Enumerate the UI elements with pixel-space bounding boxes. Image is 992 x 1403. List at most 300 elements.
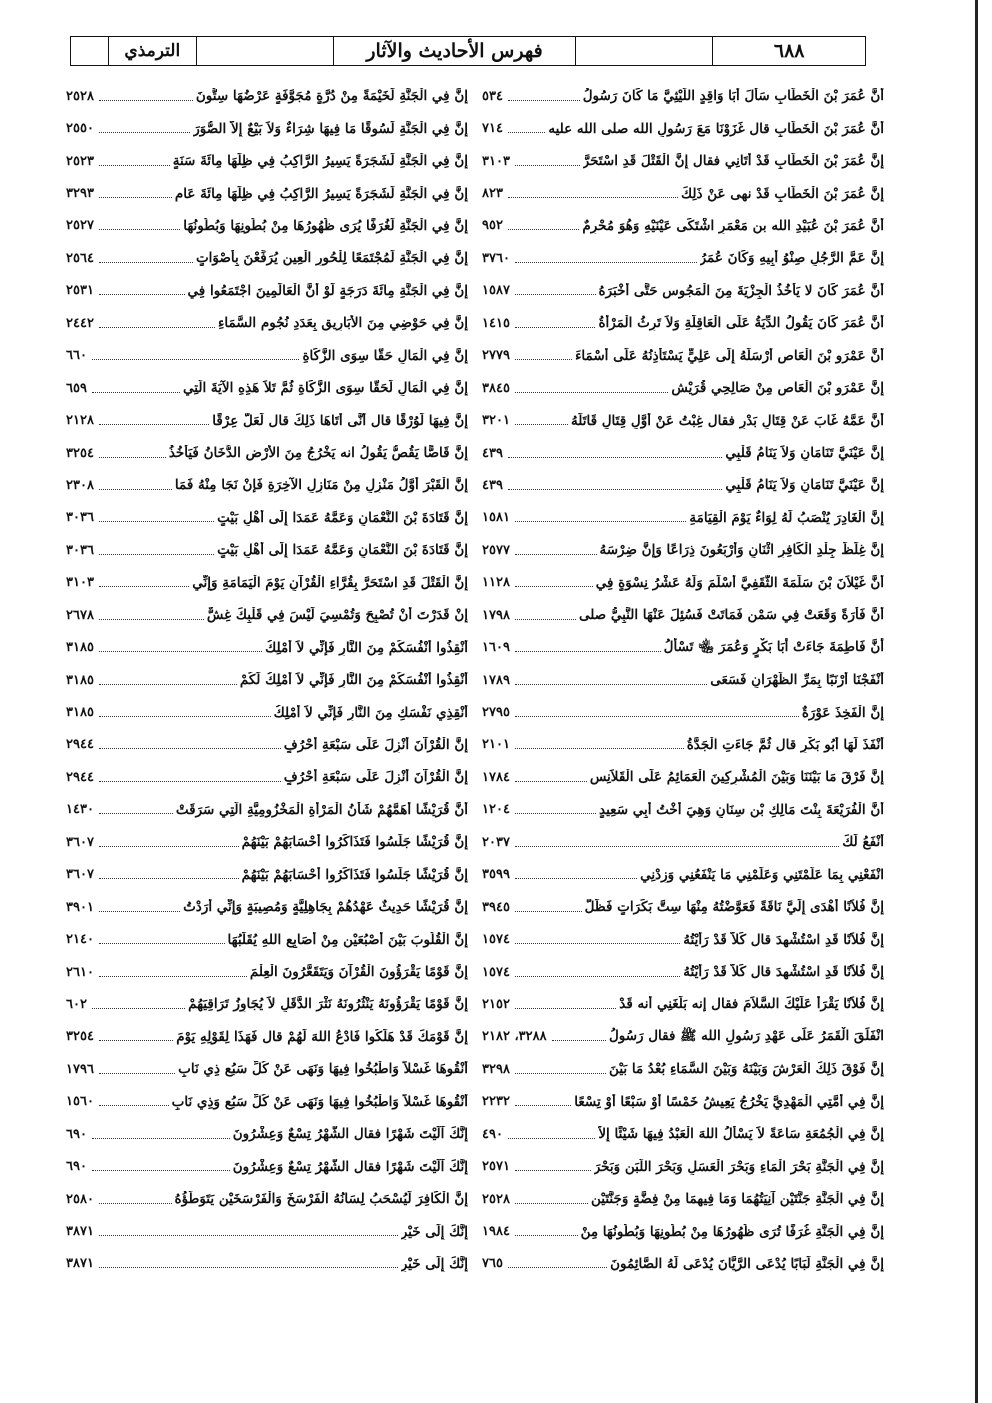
leader-dots (515, 1008, 616, 1009)
index-entry (66, 1053, 468, 1085)
hadith-text: إِنَّ عَمَّ الرَّجُلِ صِنْوُ أَبِيهِ وَكَانَ عُمَرُ (699, 250, 884, 267)
leader-dots (515, 521, 686, 522)
leader-dots (99, 521, 214, 522)
hadith-text: إِنَّ الْغَادِرَ يُنْصَبُ لَهُ لِوَاءٌ يَوْمَ الْقِيَامَةِ (689, 509, 884, 526)
leader-dots (99, 619, 204, 620)
hadith-text: إِنَّ فِيهَا لَوُرْقًا قال أَنَّى أَتَاهَا ذَلِكَ قال لَعَلَّ عِرْقًا (212, 412, 468, 429)
index-entry (482, 469, 884, 501)
hadith-number: ١١٢٨ (482, 575, 510, 591)
index-entry (482, 567, 884, 599)
leader-dots (92, 359, 300, 360)
index-entry (482, 631, 884, 663)
leader-dots (99, 846, 239, 847)
leader-dots (99, 911, 180, 912)
leader-dots (92, 1138, 230, 1139)
index-entry (482, 1248, 884, 1280)
index-entry (482, 1183, 884, 1215)
leader-dots (515, 716, 799, 717)
hadith-number: ١٥٧٤ (482, 932, 510, 948)
leader-dots (99, 1203, 172, 1204)
hadith-text: أَنَّ عُمَرَ كَانَ يَقُولُ الدِّيَةُ عَلَى الْعَاقِلَةِ وَلاَ تَرِثُ الْمَرْأَةُ (598, 315, 884, 332)
index-columns (66, 80, 884, 1280)
hadith-number: ٢٥٣١ (66, 283, 94, 299)
hadith-text: إِنَّ الْقَبْرَ أَوَّلُ مَنْزِلٍ مِنْ مَنَازِلِ الآخِرَةِ فَإِنْ نَجَا مِنْهُ فَمَا (174, 477, 468, 494)
hadith-number: ٣٨٧١ (66, 1224, 94, 1240)
index-entry (482, 1118, 884, 1150)
index-entry (482, 177, 884, 209)
hadith-number: ٢٢٣٢ (482, 1094, 510, 1110)
index-entry (66, 340, 468, 372)
hadith-number: ١٧٨٩ (482, 672, 510, 688)
hadith-number: ٢٣٠٨ (66, 477, 94, 493)
leader-dots (99, 100, 193, 101)
hadith-text: إِنَّ فَرْقَ مَا بَيْنَنَا وَبَيْنَ الْمُشْرِكِينَ الْعَمَائِمُ عَلَى الْقَلاَنِسِ (589, 769, 884, 786)
hadith-text: إِنَّ فِي الْمَالِ حَقًّا سِوَى الزَّكَاةِ (302, 347, 468, 364)
hadith-text: إِنَّ عُمَرَ بْنَ الْخَطَّابِ قَدْ أَتَانِي فقال إِنَّ الْقَتْلَ قَدِ اسْتَحَرَّ (582, 153, 884, 170)
hadith-number: ٢٤٤٢ (66, 315, 94, 331)
leader-dots (99, 424, 209, 425)
leader-dots (515, 392, 668, 393)
leader-dots (99, 878, 239, 879)
hadith-number: ٢٥٥٠ (66, 121, 94, 137)
index-entry (66, 761, 468, 793)
hadith-text: أَنَّ عَمْرَو بْنَ الْعَاصِ أَرْسَلَهُ إِلَى عَلِيٍّ يَسْتَأْذِنُهُ عَلَى أَسْمَاءَ (575, 347, 884, 364)
hadith-text: أَنَّ عَمَّهُ غَابَ عَنْ قِتَالِ بَدْرٍ فقال غِبْتُ عَنْ أَوَّلِ قِتَالٍ قَاتَلَهُ (571, 412, 884, 429)
leader-dots (99, 294, 185, 295)
index-entry (482, 696, 884, 728)
index-entry (482, 372, 884, 404)
book-name: الترمذي (109, 37, 197, 65)
hadith-number: ٨٢٣ (482, 186, 503, 202)
index-entry (66, 242, 468, 274)
hadith-number: ١٧٩٦ (66, 1061, 94, 1077)
hadith-text: إِنَّ فِي الْجُمُعَةِ سَاعَةً لاَ يَسْأَلُ اللهَ الْعَبْدُ فِيهَا شَيْئًا إِلاَّ (598, 1126, 884, 1143)
leader-dots (99, 262, 193, 263)
hadith-text: أَنْفَذَ لَهَا أَبُو بَكْرٍ قال ثُمَّ جَاءَتِ الْجَدَّةُ (686, 736, 884, 753)
hadith-text: أَنْقُوهَا غَسْلاً وَاطْبُخُوا فِيهَا وَنَهَى عَنْ كُلِّ سَبُعٍ ذِي نَابٍ (178, 1061, 468, 1078)
hadith-text: إِنَّ فُلاَنًا يَقْرَأُ عَلَيْكَ السَّلاَمَ فقال إنه بَلَغَنِي أنه قَدْ (619, 996, 884, 1013)
index-entry (66, 794, 468, 826)
leader-dots (99, 1040, 173, 1041)
index-entry (66, 567, 468, 599)
index-entry (482, 502, 884, 534)
hadith-text: أَنَّ عُمَرَ بْنَ الْخَطَّابِ سَأَلَ أَبَا وَاقِدٍ اللَّيْثِيَّ مَا كَانَ رَسُولُ (582, 88, 884, 105)
page-edge-line (975, 0, 978, 1403)
hadith-text: إِنَّ فِي الْجَنَّةِ غُرَفًا تُرَى ظُهُورُهَا مِنْ بُطُونِهَا وَبُطُونُهَا مِنْ (580, 1223, 884, 1240)
hadith-text: إِنَّ فِي الْجَنَّةِ لَخَيْمَةً مِنْ دُرَّةٍ مُجَوَّفَةٍ عَرْضُهَا سِتُّونَ (195, 88, 468, 105)
hadith-number: ٢٥٧٧ (482, 542, 510, 558)
leader-dots (515, 878, 637, 879)
index-entry (66, 210, 468, 242)
hadith-number: ١٥٧٤ (482, 964, 510, 980)
index-entry (66, 664, 468, 696)
leader-dots (515, 327, 596, 328)
hadith-text: إِنَّ عَيْنَيَّ تَنَامَانِ وَلاَ يَنَامُ قَلْبِي (725, 445, 884, 462)
leader-dots (92, 1008, 185, 1009)
leader-dots (515, 846, 839, 847)
hadith-number: ١٥٨٧ (482, 283, 510, 299)
hadith-text: انْفَلَقَ الْقَمَرُ عَلَى عَهْدِ رَسُولِ الله ﷺ فقال رَسُولُ (608, 1027, 884, 1044)
hadith-number: ٣٧٦٠ (482, 250, 510, 266)
leader-dots (515, 651, 661, 652)
index-entry (66, 923, 468, 955)
hadith-text: إِنَّ فُلاَنًا قَدِ اسْتُشْهِدَ قال كَلاَّ قَدْ رَأَيْتُهُ (683, 931, 884, 948)
index-entry (66, 1021, 468, 1053)
index-entry (66, 372, 468, 404)
index-entry (482, 112, 884, 144)
leader-dots (515, 748, 684, 749)
index-entry (482, 145, 884, 177)
hadith-number: ٢١٢٨ (66, 413, 94, 429)
hadith-number: ٢٥٧١ (482, 1159, 510, 1175)
hadith-text: أَنَّ الْفُرَيْعَةَ بِنْتَ مَالِكِ بْنِ سِنَانٍ وَهِيَ أُخْتُ أَبِي سَعِيدٍ (599, 801, 884, 818)
hadith-number: ٢٩٤٤ (66, 769, 94, 785)
hadith-text: إِنَّ الْقُلُوبَ بَيْنَ أُصْبُعَيْنِ مِنْ أَصَابِعِ اللهِ يُقَلِّبُهَا (227, 931, 468, 948)
index-entry (482, 761, 884, 793)
leader-dots (99, 489, 172, 490)
leader-dots (515, 359, 572, 360)
index-entry (482, 437, 884, 469)
hadith-text: إِنَّ قَوْمًا يَقْرَؤُونَ الْقُرْآنَ وَيَتَقَعَّرُونَ الْعِلْمَ (249, 964, 468, 981)
hadith-text: أَنْفَعُ لَكَ (842, 834, 884, 851)
hadith-number: ٧١٤ (482, 121, 503, 137)
hadith-text: إِنَّ فَوْقَ ذَلِكَ الْعَرْشَ وَبَيْنَهُ وَبَيْنَ السَّمَاءِ بُعْدُ مَا بَيْنَ (609, 1061, 884, 1078)
hadith-number: ٢٧٩٥ (482, 705, 510, 721)
index-entry (482, 1150, 884, 1182)
hadith-text: إِنَّ فِي أُمَّتِي الْمَهْدِيَّ يَخْرُجُ يَعِيشُ خَمْسًا أَوْ سَبْعًا أَوْ تِسْعًا (574, 1093, 884, 1110)
leader-dots (515, 911, 582, 912)
leader-dots (552, 1040, 606, 1041)
hadith-text: إِنَّ فِي الْجَنَّةِ لَشَجَرَةً يَسِيرُ الرَّاكِبُ فِي ظِلِّهَا مِائَةَ سَنَةٍ (172, 153, 468, 170)
hadith-text: إِنَّكَ إِلَى خَيْرٍ (400, 1223, 468, 1240)
leader-dots (99, 684, 237, 685)
index-entry (66, 891, 468, 923)
hadith-text: إِنَّ الْفَخِذَ عَوْرَةٌ (801, 704, 884, 721)
leader-dots (515, 943, 680, 944)
header-blank-cell (71, 37, 109, 65)
leader-dots (99, 976, 247, 977)
leader-dots (99, 943, 225, 944)
hadith-number: ٢١٠١ (482, 737, 510, 753)
index-entry (66, 437, 468, 469)
index-entry (482, 210, 884, 242)
index-entry (66, 1150, 468, 1182)
hadith-number: ٢٥٢٨ (66, 88, 94, 104)
index-entry (66, 826, 468, 858)
index-entry (482, 988, 884, 1020)
index-entry (482, 1021, 884, 1053)
leader-dots (99, 1105, 169, 1106)
leader-dots (515, 1073, 606, 1074)
hadith-text: أَنَّ فَاطِمَةَ جَاءَتْ أَبَا بَكْرٍ وَعُمَرَ ﵄ تَسْأَلُ (663, 638, 884, 655)
index-entry (66, 956, 468, 988)
leader-dots (515, 1203, 588, 1204)
index-entry (482, 340, 884, 372)
index-entry (482, 826, 884, 858)
hadith-text: إِنَّكَ آلَيْتَ شَهْرًا فقال الشَّهْرُ تِسْعٌ وَعِشْرُونَ (232, 1126, 468, 1143)
index-entry (482, 1215, 884, 1247)
index-entry (66, 631, 468, 663)
leader-dots (515, 424, 568, 425)
leader-dots (515, 262, 697, 263)
hadith-text: أَنْقِذُوا أَنْفُسَكُمْ مِنَ النَّارِ فَإِنِّي لاَ أَمْلِكُ (265, 639, 468, 656)
hadith-number: ٣١٨٥ (66, 705, 94, 721)
hadith-number: ٣١٠٣ (66, 575, 94, 591)
index-entry (482, 404, 884, 436)
index-entry (482, 1086, 884, 1118)
index-entry (482, 275, 884, 307)
hadith-number: ٣٦٠٧ (66, 834, 94, 850)
leader-dots (99, 1073, 175, 1074)
hadith-number: ٢١٥٢ (482, 996, 510, 1012)
leader-dots (515, 781, 587, 782)
hadith-number: ٦٥٩ (66, 380, 87, 396)
hadith-text: إِنَّ فِي الْجَنَّةِ لَسُوقًا مَا فِيهَا شِرَاءٌ وَلاَ بَيْعٌ إِلاَّ الصُّوَرَ (193, 120, 468, 137)
page-number: ٦٨٨ (773, 40, 805, 62)
leader-dots (92, 392, 180, 393)
hadith-number: ٢٧٧٩ (482, 348, 510, 364)
hadith-number: ٣٨٧١ (66, 1256, 94, 1272)
hadith-text: إِنَّ قَاصًّا يَقُصُّ يَقُولُ انه يَخْرُجُ مِنَ الأَرْضِ الدُّخَانُ فَيَأْخُذُ (168, 445, 468, 462)
hadith-number: ١٧٩٨ (482, 607, 510, 623)
index-entry (482, 956, 884, 988)
leader-dots (515, 165, 580, 166)
hadith-text: أَنْفَجْنَا أَرْنَبًا بِمَرِّ الظَّهْرَانِ فَسَعَى (710, 672, 884, 689)
index-entry (482, 794, 884, 826)
index-entry (482, 664, 884, 696)
hadith-number: ٣١٠٣ (482, 153, 510, 169)
leader-dots (508, 229, 579, 230)
hadith-number: ٤٣٩ (482, 477, 503, 493)
hadith-number: ٣١٨٥ (66, 640, 94, 656)
index-entry (66, 1118, 468, 1150)
hadith-number: ٣٥٩٩ (482, 867, 510, 883)
hadith-number: ١٤١٥ (482, 315, 510, 331)
hadith-text: إِنَّ الْقُرْآنَ أُنْزِلَ عَلَى سَبْعَةِ أَحْرُفٍ (283, 736, 468, 753)
hadith-text: أَنَّ غَيْلاَنَ بْنَ سَلَمَةَ الثَّقَفِيَّ أَسْلَمَ وَلَهُ عَشْرُ نِسْوَةٍ فِي (595, 574, 884, 591)
index-entry (66, 404, 468, 436)
leader-dots (508, 1138, 595, 1139)
hadith-number: ٦٩٠ (66, 1159, 87, 1175)
hadith-text: انْفَعْنِي بِمَا عَلَّمْتَنِي وَعَلِّمْنِي مَا يَنْفَعُنِي وَزِدْنِي (640, 866, 884, 883)
page-title: فهرس الأحاديث والآثار (334, 37, 575, 65)
hadith-number: ٦٠٢ (66, 996, 87, 1012)
leader-dots (515, 586, 593, 587)
leader-dots (99, 197, 172, 198)
leader-dots (99, 748, 281, 749)
hadith-text: إِنَّ فُلاَنًا أَهْدَى إِلَيَّ نَاقَةً فَعَوَّضْتُهُ مِنْهَا سِتَّ بَكَرَاتٍ فَظَلَّ (584, 899, 884, 916)
hadith-number: ٣٢٩٣ (66, 186, 94, 202)
index-entry (66, 307, 468, 339)
hadith-number: ٣٩٠١ (66, 899, 94, 915)
leader-dots (515, 554, 597, 555)
hadith-text: إِنَّ فِي الْجَنَّةِ بَحْرَ الْمَاءِ وَبَحْرَ الْعَسَلِ وَبَحْرَ اللَّبَنِ وَبَحْرَ (593, 1158, 884, 1175)
index-entry (66, 469, 468, 501)
index-entry (482, 534, 884, 566)
hadith-text: أَنَّ عُمَرَ كَانَ لا يَأْخُذُ الْجِزْيَةَ مِنَ الْمَجُوسِ حَتَّى أَخْبَرَهُ (598, 282, 884, 299)
index-entry (66, 177, 468, 209)
hadith-number: ٣٢٩٨ (482, 1061, 510, 1077)
hadith-number: ٣٢٠١ (482, 413, 510, 429)
hadith-number: ٤٩٠ (482, 1126, 503, 1142)
hadith-number: ٢٥٢٧ (66, 218, 94, 234)
hadith-text: إِنَّ قَتَادَةَ بْنَ النُّعْمَانِ وَعَمَّهُ عَمَدَا إِلَى أَهْلِ بَيْتٍ (217, 542, 468, 559)
hadith-number: ٦٩٠ (66, 1126, 87, 1142)
hadith-text: إِنَّ فِي الْجَنَّةِ لَبَابًا يُدْعَى الرَّيَّانَ يُدْعَى لَهُ الصَّائِمُونَ (610, 1255, 884, 1272)
hadith-number: ٤٣٩ (482, 445, 503, 461)
index-entry (482, 1053, 884, 1085)
index-entry (66, 145, 468, 177)
hadith-number: ٣٢٨٨، ٢١٨٢ (482, 1029, 547, 1045)
index-entry (482, 859, 884, 891)
header-blank-cell (576, 37, 714, 65)
leader-dots (508, 489, 722, 490)
hadith-text: إِنَّ قُرَيْشًا جَلَسُوا فَتَذَاكَرُوا أَحْسَابَهُمْ بَيْنَهُمْ (241, 834, 468, 851)
hadith-text: أَنْقُوهَا غَسْلاً وَاطْبُخُوا فِيهَا وَنَهَى عَنْ كُلِّ سَبُعٍ وَذِي نَابٍ (171, 1093, 468, 1110)
leader-dots (99, 132, 190, 133)
hadith-number: ٢٦١٠ (66, 964, 94, 980)
hadith-text: إِنْ قَدَرْتَ أَنْ تُصْبِحَ وَتُمْسِيَ لَيْسَ فِي قَلْبِكَ غِشٌّ (206, 607, 468, 624)
index-entry (66, 80, 468, 112)
hadith-text: إِنَّ الْكَافِرَ لَيُسْحَبُ لِسَانُهُ الْفَرْسَخَ وَالْفَرْسَخَيْنِ يَتَوَطَّؤُهُ (174, 1191, 468, 1208)
index-entry (482, 599, 884, 631)
hadith-number: ١٥٦٠ (66, 1094, 94, 1110)
hadith-number: ٣٨٤٥ (482, 380, 510, 396)
leader-dots (508, 1267, 607, 1268)
hadith-number: ٢٥٢٨ (482, 1191, 510, 1207)
hadith-number: ١٥٨١ (482, 510, 510, 526)
leader-dots (508, 197, 678, 198)
index-entry (482, 891, 884, 923)
hadith-text: إِنَّ فِي الْجَنَّةِ مِائَةَ دَرَجَةٍ لَوْ أَنَّ الْعَالَمِينَ اجْتَمَعُوا فِي (187, 282, 468, 299)
leader-dots (99, 781, 281, 782)
hadith-number: ٣٠٣٦ (66, 542, 94, 558)
leader-dots (99, 165, 170, 166)
hadith-text: إِنَّ فِي حَوْضِي مِنَ الأَبَارِيقِ بِعَدَدِ نُجُومِ السَّمَاءِ (217, 315, 468, 332)
leader-dots (99, 327, 215, 328)
index-entry (66, 1086, 468, 1118)
hadith-text: إِنَّ غِلَظَ جِلْدِ الْكَافِرِ اثْنَانِ وَأَرْبَعُونَ ذِرَاعًا وَإِنَّ ضِرْسَهُ (599, 542, 884, 559)
index-entry (482, 729, 884, 761)
index-entry (66, 859, 468, 891)
hadith-text: إِنَّ عَمْرَو بْنَ الْعَاصِ مِنْ صَالِحِي قُرَيْشٍ (671, 380, 884, 397)
leader-dots (99, 813, 173, 814)
hadith-number: ١٧٨٤ (482, 769, 510, 785)
header-blank-cell (197, 37, 335, 65)
hadith-number: ٧٦٥ (482, 1256, 503, 1272)
hadith-text: إِنَّ عَيْنَيَّ تَنَامَانِ وَلاَ يَنَامُ قَلْبِي (725, 477, 884, 494)
hadith-number: ٢٦٧٨ (66, 607, 94, 623)
leader-dots (99, 716, 271, 717)
index-entry (66, 1183, 468, 1215)
index-entry (482, 307, 884, 339)
index-entry (482, 923, 884, 955)
hadith-number: ٢٥٦٤ (66, 250, 94, 266)
hadith-number: ٣٢٥٤ (66, 445, 94, 461)
index-entry (66, 1215, 468, 1247)
hadith-text: إِنَّ قَوْمًا يَقْرَؤُونَهُ يَنْثُرُونَهُ نَثْرَ الدَّقَلِ لاَ يُجَاوِزُ تَرَاقِيَهُمْ (188, 996, 468, 1013)
hadith-number: ٢٩٤٤ (66, 737, 94, 753)
hadith-text: أَنَّ فَأْرَةً وَقَعَتْ فِي سَمْنٍ فَمَاتَتْ فَسُئِلَ عَنْهَا النَّبِيُّ صلى (578, 607, 884, 624)
leader-dots (99, 1235, 398, 1236)
leader-dots (508, 100, 580, 101)
leader-dots (99, 1267, 398, 1268)
leader-dots (515, 619, 576, 620)
left-column (66, 80, 468, 1280)
hadith-number: ١٦٠٩ (482, 640, 510, 656)
leader-dots (99, 229, 180, 230)
hadith-text: إِنَّ عُمَرَ بْنَ الْخَطَّابِ قَدْ نهى عَنْ ذَلِكَ (681, 185, 884, 202)
index-entry (482, 80, 884, 112)
leader-dots (99, 457, 166, 458)
hadith-text: إِنَّ فِي الْجَنَّةِ لَمُجْتَمَعًا لِلْحُورِ الْعِينِ يُرَفِّعْنَ بِأَصْوَاتٍ (195, 250, 468, 267)
leader-dots (92, 1170, 230, 1171)
leader-dots (508, 132, 545, 133)
leader-dots (515, 684, 707, 685)
page-header (70, 36, 866, 66)
leader-dots (515, 976, 680, 977)
leader-dots (99, 586, 189, 587)
hadith-text: إِنَّ الْقَتْلَ قَدِ اسْتَحَرَّ بِقُرَّاءِ الْقُرْآنِ يَوْمَ الْيَمَامَةِ وَإِنِّي (192, 574, 468, 591)
index-entry (66, 1248, 468, 1280)
hadith-text: إِنَّ فِي الْجَنَّةِ لَشَجَرَةً يَسِيرُ الرَّاكِبُ فِي ظِلِّهَا مِائَةَ عَامٍ (174, 185, 468, 202)
hadith-number: ٣٠٣٦ (66, 510, 94, 526)
hadith-text: إِنَّ فِي الْجَنَّةِ لَغُرَفًا يُرَى ظُهُورُهَا مِنْ بُطُونِهَا وَبُطُونُهَا (183, 217, 468, 234)
hadith-number: ٩٥٢ (482, 218, 503, 234)
hadith-text: إِنَّ قُرَيْشًا حَدِيثٌ عَهْدُهُمْ بِجَاهِلِيَّةٍ وَمُصِيبَةٍ وَإِنِّي أَرَدْتُ (183, 899, 468, 916)
leader-dots (508, 457, 722, 458)
hadith-text: أَنَّ قُرَيْشًا أَهَمَّهُمْ شَأْنُ الْمَرْأَةِ الْمَخْزُومِيَّةِ الَّتِي سَرَقَتْ (175, 801, 468, 818)
hadith-text: أَنَّ عُمَرَ بْنَ عُبَيْدِ الله بن مَعْمَرٍ اشْتَكَى عَيْنَيْهِ وَهُوَ مُحْرِمٌ (582, 217, 884, 234)
hadith-text: أَنْقِذُوا أَنْفُسَكُمْ مِنَ النَّارِ فَإِنِّي لاَ أَمْلِكُ لَكُمْ (239, 672, 468, 689)
hadith-text: إِنَّ فِي الْجَنَّةِ جَنَّتَيْنِ آنِيَتُهُمَا وَمَا فِيهِمَا مِنْ فِضَّةٍ وَجَنَّتَيْنِ (591, 1191, 884, 1208)
hadith-number: ١٩٨٤ (482, 1224, 510, 1240)
index-entry (66, 988, 468, 1020)
index-entry (66, 696, 468, 728)
hadith-number: ٣١٨٥ (66, 672, 94, 688)
hadith-number: ٦٦٠ (66, 348, 87, 364)
leader-dots (515, 1235, 578, 1236)
hadith-number: ٥٣٤ (482, 88, 503, 104)
leader-dots (99, 554, 214, 555)
hadith-text: أَنَّ عُمَرَ بْنَ الْخَطَّابِ قال غَزَوْنَا مَعَ رَسُولِ الله صلى الله عليه (548, 120, 884, 137)
hadith-number: ٣٦٠٧ (66, 867, 94, 883)
leader-dots (515, 294, 596, 295)
hadith-text: أَنْقِذِي نَفْسَكِ مِنَ النَّارِ فَإِنِّي لاَ أَمْلِكُ (273, 704, 468, 721)
hadith-number: ٢٠٣٧ (482, 834, 510, 850)
index-entry (66, 275, 468, 307)
hadith-text: إِنَّكَ إِلَى خَيْرٍ (400, 1255, 468, 1272)
index-entry (66, 112, 468, 144)
hadith-text: إِنَّ قُرَيْشًا جَلَسُوا فَتَذَاكَرُوا أَحْسَابَهُمْ بَيْنَهُمْ (241, 866, 468, 883)
hadith-text: إِنَّ الْقُرْآنَ أُنْزِلَ عَلَى سَبْعَةِ أَحْرُفٍ (283, 769, 468, 786)
right-column (482, 80, 884, 1280)
leader-dots (99, 651, 262, 652)
hadith-number: ١٢٠٤ (482, 802, 510, 818)
hadith-text: إِنَّ قَتَادَةَ بْنَ النُّعْمَانِ وَعَمَّهُ عَمَدَا إِلَى أَهْلِ بَيْتٍ (217, 509, 468, 526)
hadith-text: إِنَّكَ آلَيْتَ شَهْرًا فقال الشَّهْرُ تِسْعٌ وَعِشْرُونَ (232, 1158, 468, 1175)
index-entry (66, 502, 468, 534)
index-entry (66, 729, 468, 761)
index-entry (482, 242, 884, 274)
hadith-number: ٣٢٥٤ (66, 1029, 94, 1045)
hadith-number: ٢٥٢٣ (66, 153, 94, 169)
hadith-text: إِنَّ قَوْمَكَ قَدْ هَلَكُوا فَادْعُ اللهَ لَهُمْ قال فَهَذَا لِقَوْلِهِ يَوْمَ (176, 1028, 468, 1045)
leader-dots (515, 813, 596, 814)
index-entry (66, 599, 468, 631)
leader-dots (515, 1170, 591, 1171)
hadith-number: ١٤٣٠ (66, 802, 94, 818)
